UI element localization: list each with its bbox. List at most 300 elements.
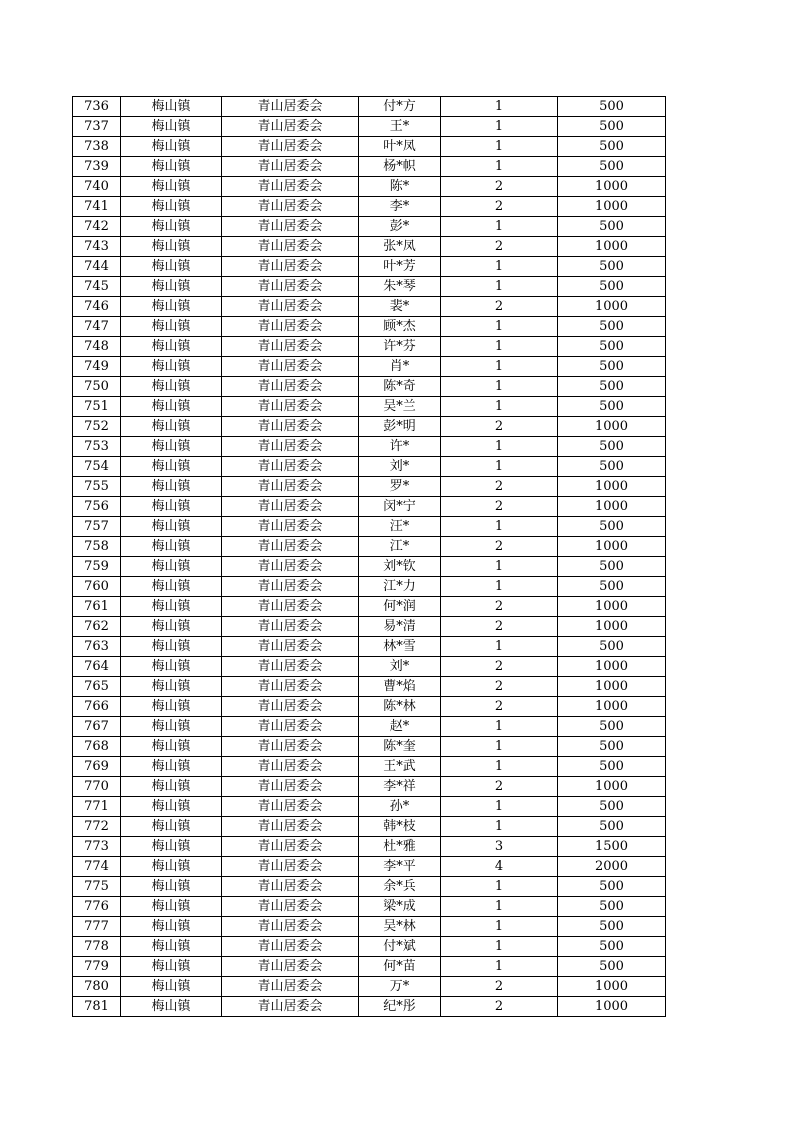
row-number-cell: 749: [73, 357, 121, 377]
row-number-cell: 746: [73, 297, 121, 317]
town-cell: 梅山镇: [121, 657, 222, 677]
table-row: [73, 517, 666, 537]
town-cell: 梅山镇: [121, 737, 222, 757]
amount-cell: 500: [558, 437, 666, 457]
row-number-cell: 777: [73, 917, 121, 937]
amount-cell: 1000: [558, 297, 666, 317]
town-cell: 梅山镇: [121, 97, 222, 117]
committee-cell: 青山居委会: [222, 197, 359, 217]
committee-cell: 青山居委会: [222, 517, 359, 537]
committee-cell: 青山居委会: [222, 537, 359, 557]
row-number-cell: 767: [73, 717, 121, 737]
committee-cell: 青山居委会: [222, 877, 359, 897]
name-cell: 江*: [359, 537, 441, 557]
row-number-cell: 780: [73, 977, 121, 997]
committee-cell: 青山居委会: [222, 457, 359, 477]
name-cell: 叶*芳: [359, 257, 441, 277]
amount-cell: 500: [558, 397, 666, 417]
row-number-cell: 758: [73, 537, 121, 557]
count-cell: 1: [441, 377, 558, 397]
count-cell: 2: [441, 977, 558, 997]
name-cell: 梁*成: [359, 897, 441, 917]
table-row: [73, 297, 666, 317]
count-cell: 1: [441, 557, 558, 577]
table-row: [73, 137, 666, 157]
table-row: [73, 777, 666, 797]
data-table: [72, 96, 666, 1017]
amount-cell: 500: [558, 377, 666, 397]
table-row: [73, 817, 666, 837]
committee-cell: 青山居委会: [222, 497, 359, 517]
town-cell: 梅山镇: [121, 197, 222, 217]
row-number-cell: 744: [73, 257, 121, 277]
count-cell: 2: [441, 497, 558, 517]
count-cell: 1: [441, 457, 558, 477]
name-cell: 罗*: [359, 477, 441, 497]
row-number-cell: 755: [73, 477, 121, 497]
name-cell: 余*兵: [359, 877, 441, 897]
town-cell: 梅山镇: [121, 897, 222, 917]
amount-cell: 1000: [558, 777, 666, 797]
committee-cell: 青山居委会: [222, 917, 359, 937]
table-row: [73, 497, 666, 517]
row-number-cell: 764: [73, 657, 121, 677]
table-row: [73, 637, 666, 657]
amount-cell: 1000: [558, 537, 666, 557]
table-row: [73, 97, 666, 117]
amount-cell: 500: [558, 117, 666, 137]
count-cell: 2: [441, 697, 558, 717]
committee-cell: 青山居委会: [222, 317, 359, 337]
town-cell: 梅山镇: [121, 597, 222, 617]
committee-cell: 青山居委会: [222, 757, 359, 777]
amount-cell: 1000: [558, 497, 666, 517]
committee-cell: 青山居委会: [222, 977, 359, 997]
table-row: [73, 357, 666, 377]
town-cell: 梅山镇: [121, 577, 222, 597]
table-row: [73, 237, 666, 257]
committee-cell: 青山居委会: [222, 337, 359, 357]
town-cell: 梅山镇: [121, 397, 222, 417]
town-cell: 梅山镇: [121, 857, 222, 877]
table-row: [73, 577, 666, 597]
name-cell: 孙*: [359, 797, 441, 817]
count-cell: 1: [441, 517, 558, 537]
count-cell: 1: [441, 957, 558, 977]
town-cell: 梅山镇: [121, 257, 222, 277]
table-row: [73, 997, 666, 1017]
name-cell: 闵*宁: [359, 497, 441, 517]
name-cell: 杜*雅: [359, 837, 441, 857]
row-number-cell: 745: [73, 277, 121, 297]
table-row: [73, 437, 666, 457]
table-row: [73, 177, 666, 197]
committee-cell: 青山居委会: [222, 857, 359, 877]
town-cell: 梅山镇: [121, 437, 222, 457]
count-cell: 2: [441, 537, 558, 557]
name-cell: 王*: [359, 117, 441, 137]
amount-cell: 500: [558, 817, 666, 837]
table-row: [73, 417, 666, 437]
table-row: [73, 837, 666, 857]
amount-cell: 500: [558, 157, 666, 177]
count-cell: 2: [441, 677, 558, 697]
name-cell: 肖*: [359, 357, 441, 377]
name-cell: 叶*凤: [359, 137, 441, 157]
count-cell: 1: [441, 917, 558, 937]
name-cell: 林*雪: [359, 637, 441, 657]
town-cell: 梅山镇: [121, 797, 222, 817]
count-cell: 2: [441, 657, 558, 677]
row-number-cell: 743: [73, 237, 121, 257]
committee-cell: 青山居委会: [222, 817, 359, 837]
name-cell: 许*: [359, 437, 441, 457]
table-row: [73, 917, 666, 937]
town-cell: 梅山镇: [121, 557, 222, 577]
name-cell: 陈*奇: [359, 377, 441, 397]
committee-cell: 青山居委会: [222, 577, 359, 597]
town-cell: 梅山镇: [121, 137, 222, 157]
count-cell: 1: [441, 217, 558, 237]
row-number-cell: 753: [73, 437, 121, 457]
table-row: [73, 717, 666, 737]
amount-cell: 500: [558, 337, 666, 357]
row-number-cell: 772: [73, 817, 121, 837]
amount-cell: 500: [558, 757, 666, 777]
name-cell: 何*润: [359, 597, 441, 617]
town-cell: 梅山镇: [121, 497, 222, 517]
committee-cell: 青山居委会: [222, 397, 359, 417]
amount-cell: 1000: [558, 417, 666, 437]
name-cell: 杨*帜: [359, 157, 441, 177]
town-cell: 梅山镇: [121, 297, 222, 317]
committee-cell: 青山居委会: [222, 697, 359, 717]
amount-cell: 500: [558, 737, 666, 757]
amount-cell: 500: [558, 557, 666, 577]
row-number-cell: 750: [73, 377, 121, 397]
table-row: [73, 317, 666, 337]
row-number-cell: 756: [73, 497, 121, 517]
row-number-cell: 739: [73, 157, 121, 177]
committee-cell: 青山居委会: [222, 597, 359, 617]
name-cell: 汪*: [359, 517, 441, 537]
name-cell: 江*力: [359, 577, 441, 597]
town-cell: 梅山镇: [121, 837, 222, 857]
amount-cell: 500: [558, 957, 666, 977]
row-number-cell: 736: [73, 97, 121, 117]
table-row: [73, 877, 666, 897]
count-cell: 1: [441, 337, 558, 357]
row-number-cell: 738: [73, 137, 121, 157]
town-cell: 梅山镇: [121, 537, 222, 557]
amount-cell: 500: [558, 917, 666, 937]
name-cell: 张*凤: [359, 237, 441, 257]
town-cell: 梅山镇: [121, 717, 222, 737]
count-cell: 2: [441, 597, 558, 617]
name-cell: 顾*杰: [359, 317, 441, 337]
row-number-cell: 740: [73, 177, 121, 197]
amount-cell: 500: [558, 877, 666, 897]
table-row: [73, 337, 666, 357]
row-number-cell: 769: [73, 757, 121, 777]
town-cell: 梅山镇: [121, 457, 222, 477]
name-cell: 刘*: [359, 657, 441, 677]
row-number-cell: 748: [73, 337, 121, 357]
amount-cell: 500: [558, 937, 666, 957]
amount-cell: 1000: [558, 177, 666, 197]
table-row: [73, 477, 666, 497]
amount-cell: 1000: [558, 617, 666, 637]
table-row: [73, 277, 666, 297]
town-cell: 梅山镇: [121, 777, 222, 797]
row-number-cell: 762: [73, 617, 121, 637]
amount-cell: 500: [558, 97, 666, 117]
table-row: [73, 377, 666, 397]
table-row: [73, 197, 666, 217]
amount-cell: 1000: [558, 477, 666, 497]
amount-cell: 1500: [558, 837, 666, 857]
name-cell: 李*平: [359, 857, 441, 877]
count-cell: 1: [441, 877, 558, 897]
committee-cell: 青山居委会: [222, 477, 359, 497]
committee-cell: 青山居委会: [222, 237, 359, 257]
name-cell: 韩*枝: [359, 817, 441, 837]
count-cell: 1: [441, 937, 558, 957]
amount-cell: 500: [558, 317, 666, 337]
town-cell: 梅山镇: [121, 237, 222, 257]
table-row: [73, 897, 666, 917]
town-cell: 梅山镇: [121, 377, 222, 397]
name-cell: 彭*: [359, 217, 441, 237]
town-cell: 梅山镇: [121, 277, 222, 297]
table-body: [73, 97, 666, 1017]
amount-cell: 500: [558, 277, 666, 297]
row-number-cell: 779: [73, 957, 121, 977]
committee-cell: 青山居委会: [222, 897, 359, 917]
town-cell: 梅山镇: [121, 177, 222, 197]
row-number-cell: 741: [73, 197, 121, 217]
name-cell: 付*方: [359, 97, 441, 117]
name-cell: 李*: [359, 197, 441, 217]
committee-cell: 青山居委会: [222, 357, 359, 377]
name-cell: 刘*: [359, 457, 441, 477]
row-number-cell: 752: [73, 417, 121, 437]
town-cell: 梅山镇: [121, 677, 222, 697]
count-cell: 2: [441, 237, 558, 257]
amount-cell: 500: [558, 137, 666, 157]
town-cell: 梅山镇: [121, 637, 222, 657]
committee-cell: 青山居委会: [222, 777, 359, 797]
town-cell: 梅山镇: [121, 917, 222, 937]
amount-cell: 1000: [558, 197, 666, 217]
name-cell: 陈*: [359, 177, 441, 197]
row-number-cell: 763: [73, 637, 121, 657]
row-number-cell: 766: [73, 697, 121, 717]
committee-cell: 青山居委会: [222, 657, 359, 677]
town-cell: 梅山镇: [121, 517, 222, 537]
name-cell: 彭*明: [359, 417, 441, 437]
committee-cell: 青山居委会: [222, 837, 359, 857]
committee-cell: 青山居委会: [222, 797, 359, 817]
name-cell: 裴*: [359, 297, 441, 317]
row-number-cell: 778: [73, 937, 121, 957]
row-number-cell: 760: [73, 577, 121, 597]
amount-cell: 500: [558, 637, 666, 657]
committee-cell: 青山居委会: [222, 717, 359, 737]
committee-cell: 青山居委会: [222, 277, 359, 297]
table-row: [73, 617, 666, 637]
amount-cell: 500: [558, 517, 666, 537]
count-cell: 2: [441, 477, 558, 497]
count-cell: 2: [441, 177, 558, 197]
committee-cell: 青山居委会: [222, 637, 359, 657]
committee-cell: 青山居委会: [222, 557, 359, 577]
count-cell: 1: [441, 897, 558, 917]
table-row: [73, 537, 666, 557]
table-row: [73, 657, 666, 677]
name-cell: 陈*奎: [359, 737, 441, 757]
count-cell: 2: [441, 997, 558, 1017]
table-row: [73, 737, 666, 757]
count-cell: 1: [441, 157, 558, 177]
count-cell: 2: [441, 777, 558, 797]
count-cell: 1: [441, 437, 558, 457]
town-cell: 梅山镇: [121, 817, 222, 837]
table-row: [73, 157, 666, 177]
amount-cell: 2000: [558, 857, 666, 877]
amount-cell: 500: [558, 457, 666, 477]
table-row: [73, 397, 666, 417]
count-cell: 2: [441, 617, 558, 637]
committee-cell: 青山居委会: [222, 737, 359, 757]
row-number-cell: 775: [73, 877, 121, 897]
count-cell: 1: [441, 737, 558, 757]
count-cell: 1: [441, 717, 558, 737]
count-cell: 2: [441, 417, 558, 437]
town-cell: 梅山镇: [121, 417, 222, 437]
table-row: [73, 797, 666, 817]
amount-cell: 500: [558, 717, 666, 737]
count-cell: 1: [441, 317, 558, 337]
name-cell: 何*苗: [359, 957, 441, 977]
amount-cell: 1000: [558, 997, 666, 1017]
town-cell: 梅山镇: [121, 337, 222, 357]
town-cell: 梅山镇: [121, 477, 222, 497]
row-number-cell: 773: [73, 837, 121, 857]
amount-cell: 500: [558, 217, 666, 237]
committee-cell: 青山居委会: [222, 217, 359, 237]
count-cell: 1: [441, 97, 558, 117]
amount-cell: 500: [558, 257, 666, 277]
town-cell: 梅山镇: [121, 697, 222, 717]
count-cell: 1: [441, 137, 558, 157]
name-cell: 万*: [359, 977, 441, 997]
committee-cell: 青山居委会: [222, 377, 359, 397]
row-number-cell: 742: [73, 217, 121, 237]
table-row: [73, 937, 666, 957]
amount-cell: 500: [558, 897, 666, 917]
count-cell: 1: [441, 817, 558, 837]
committee-cell: 青山居委会: [222, 617, 359, 637]
row-number-cell: 747: [73, 317, 121, 337]
amount-cell: 1000: [558, 677, 666, 697]
name-cell: 纪*彤: [359, 997, 441, 1017]
row-number-cell: 776: [73, 897, 121, 917]
row-number-cell: 751: [73, 397, 121, 417]
row-number-cell: 768: [73, 737, 121, 757]
row-number-cell: 754: [73, 457, 121, 477]
committee-cell: 青山居委会: [222, 117, 359, 137]
committee-cell: 青山居委会: [222, 297, 359, 317]
row-number-cell: 759: [73, 557, 121, 577]
row-number-cell: 771: [73, 797, 121, 817]
table-row: [73, 117, 666, 137]
count-cell: 1: [441, 757, 558, 777]
amount-cell: 500: [558, 577, 666, 597]
amount-cell: 500: [558, 357, 666, 377]
count-cell: 1: [441, 637, 558, 657]
town-cell: 梅山镇: [121, 977, 222, 997]
town-cell: 梅山镇: [121, 117, 222, 137]
name-cell: 李*祥: [359, 777, 441, 797]
row-number-cell: 781: [73, 997, 121, 1017]
table-row: [73, 677, 666, 697]
committee-cell: 青山居委会: [222, 417, 359, 437]
table-row: [73, 217, 666, 237]
count-cell: 1: [441, 797, 558, 817]
name-cell: 朱*琴: [359, 277, 441, 297]
name-cell: 刘*钦: [359, 557, 441, 577]
table-row: [73, 597, 666, 617]
table-row: [73, 697, 666, 717]
name-cell: 赵*: [359, 717, 441, 737]
amount-cell: 1000: [558, 657, 666, 677]
row-number-cell: 774: [73, 857, 121, 877]
name-cell: 陈*林: [359, 697, 441, 717]
committee-cell: 青山居委会: [222, 437, 359, 457]
name-cell: 易*清: [359, 617, 441, 637]
name-cell: 曹*焰: [359, 677, 441, 697]
count-cell: 1: [441, 397, 558, 417]
table-row: [73, 257, 666, 277]
town-cell: 梅山镇: [121, 217, 222, 237]
count-cell: 1: [441, 257, 558, 277]
count-cell: 1: [441, 357, 558, 377]
table-row: [73, 957, 666, 977]
table-row: [73, 857, 666, 877]
town-cell: 梅山镇: [121, 157, 222, 177]
committee-cell: 青山居委会: [222, 937, 359, 957]
committee-cell: 青山居委会: [222, 957, 359, 977]
name-cell: 付*斌: [359, 937, 441, 957]
town-cell: 梅山镇: [121, 757, 222, 777]
amount-cell: 1000: [558, 237, 666, 257]
count-cell: 1: [441, 117, 558, 137]
town-cell: 梅山镇: [121, 997, 222, 1017]
table-row: [73, 977, 666, 997]
name-cell: 王*武: [359, 757, 441, 777]
count-cell: 1: [441, 277, 558, 297]
row-number-cell: 761: [73, 597, 121, 617]
table-row: [73, 457, 666, 477]
table-row: [73, 557, 666, 577]
count-cell: 1: [441, 577, 558, 597]
committee-cell: 青山居委会: [222, 157, 359, 177]
committee-cell: 青山居委会: [222, 97, 359, 117]
town-cell: 梅山镇: [121, 937, 222, 957]
count-cell: 4: [441, 857, 558, 877]
amount-cell: 1000: [558, 977, 666, 997]
